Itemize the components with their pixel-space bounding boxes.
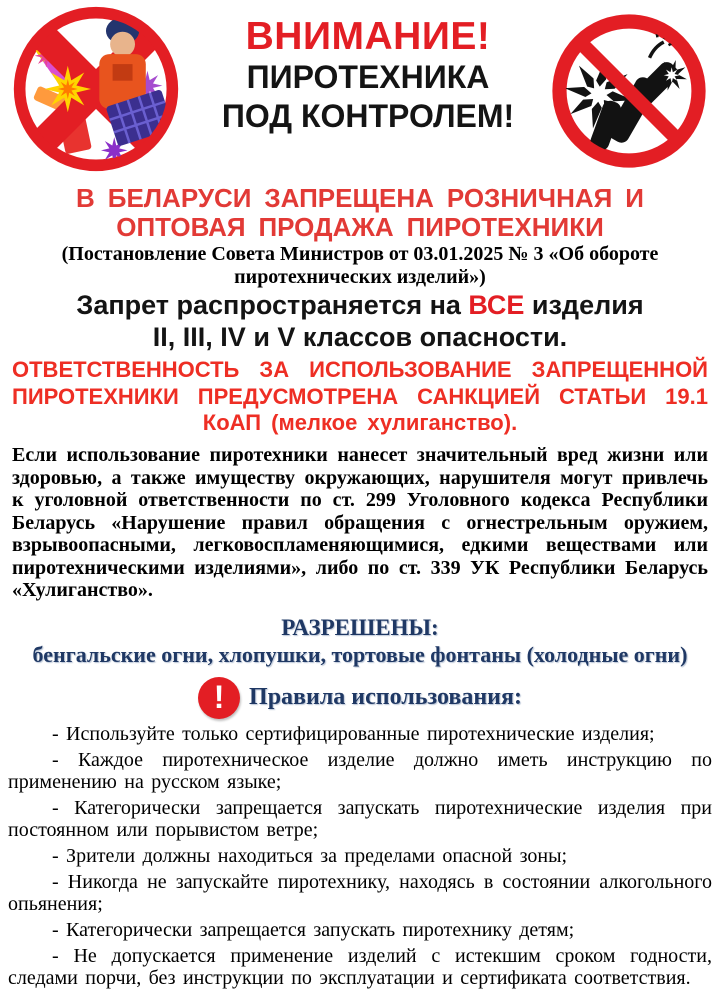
rule-item: - Никогда не запускайте пиротехнику, находясь в состоянии алкогольного опьянения; (8, 870, 712, 915)
rule-item: - Используйте только сертифицированные пиротехнические изделия; (52, 722, 655, 745)
scope-block (0, 290, 720, 353)
scope-line1 (0, 290, 720, 322)
no-child-fireworks-icon (10, 6, 186, 172)
rule-item: - Категорически запрещается запускать пиротехнические изделия при постоянном или порывистом ветре; (8, 796, 712, 841)
rule-item: - Не допускается применение изделий с истекшим сроком годности, следами порчи, без инструкции по эксплуатации и сертификата соответствия. (8, 944, 712, 989)
poster-header (0, 0, 720, 176)
criminal-liability-paragraph: Если использование пиротехники нанесет значительный вред жизни или здоровью, а также имуществу окружающих, нарушителя могут привлечь к уголовной ответственности по ст. 299 Уголовного кодекса Республики Беларусь «Нарушение правил обращения с огнестрельным оружием, взрывоопасными, легковоспламеняющимися, едкими веществами или пиротехническими изделиями», либо по ст. 339 УК Республики Беларусь «Хулиганство». (12, 444, 708, 602)
scope-text-before: Запрет распространяется на (76, 289, 469, 320)
scope-highlight: ВСЕ (468, 289, 525, 320)
rule-item: - Зрители должны находиться за пределами опасной зоны; (52, 844, 568, 867)
poster-title-line3: ПОД КОНТРОЛЕМ! (221, 98, 515, 135)
rules-heading-row (0, 675, 720, 721)
decree-reference: (Постановление Совета Министров от 03.01.2025 № 3 «Об обороте пиротехнических изделий») (61, 243, 659, 288)
liability-text: ОТВЕТСТВЕННОСТЬ ЗА ИСПОЛЬЗОВАНИЕ ЗАПРЕЩЕННОЙ ПИРОТЕХНИКИ ПРЕДУСМОТРЕНА САНКЦИЕЙ СТАТЬИ 19.1 КоАП (мелкое хулиганство). (12, 357, 708, 435)
exclamation-icon: ! (198, 677, 240, 719)
scope-line2: II, III, IV и V классов опасности. (152, 321, 568, 352)
rule-item: - Категорически запрещается запускать пиротехнику детям; (52, 918, 575, 941)
no-firecrackers-icon (550, 6, 712, 170)
scope-text-after: изделия (524, 289, 644, 320)
allowed-items: бенгальские огни, хлопушки, тортовые фонтаны (холодные огни) (32, 641, 688, 667)
poster-title-line2: ПИРОТЕХНИКА (246, 59, 490, 96)
poster-title-attention: ВНИМАНИЕ! (245, 15, 491, 58)
rule-item: - Каждое пиротехническое изделие должно иметь инструкцию по применению на русском языке; (8, 748, 712, 793)
rules-heading: Правила использования: (249, 684, 522, 711)
rules-list (8, 723, 712, 989)
ban-heading: В БЕЛАРУСИ ЗАПРЕЩЕНА РОЗНИЧНАЯ И ОПТОВАЯ ПРОДАЖА ПИРОТЕХНИКИ (76, 183, 644, 242)
poster-title (186, 6, 550, 136)
allowed-heading: РАЗРЕШЕНЫ: (281, 614, 439, 640)
